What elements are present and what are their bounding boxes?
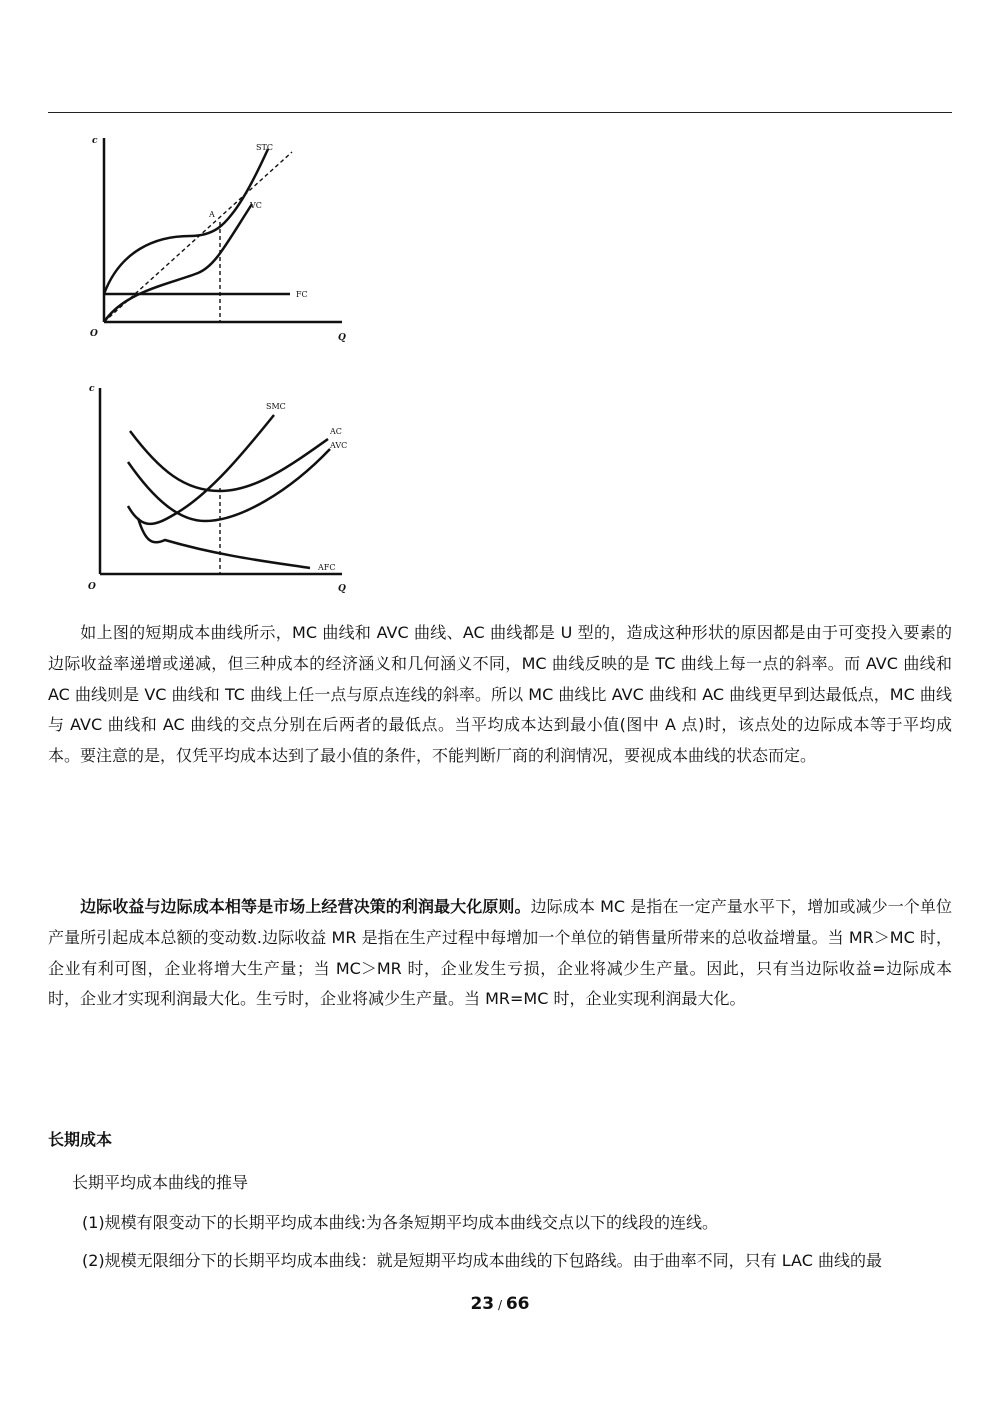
bottom-chart [100, 388, 342, 574]
list-item-1: (1)规模有限变动下的长期平均成本曲线:为各条短期平均成本曲线交点以下的线段的连线。 [82, 1213, 719, 1232]
point-a-label: A [209, 210, 215, 219]
top-origin-label: O [90, 329, 98, 339]
bottom-x-label: Q [338, 584, 346, 594]
smc-label: SMC [266, 402, 286, 411]
top-y-label: c [92, 136, 98, 146]
section-heading: 长期成本 [48, 1130, 113, 1149]
stc-curve [104, 149, 268, 294]
header-rule [48, 112, 952, 113]
subheading: 长期平均成本曲线的推导 [72, 1173, 249, 1192]
afc-curve [138, 518, 310, 568]
page-separator: / [497, 1298, 503, 1312]
page-current: 23 [470, 1294, 495, 1314]
ac-label: AC [330, 427, 342, 436]
paragraph-mr-mc [48, 892, 952, 1015]
list-item-2: (2)规模无限细分下的长期平均成本曲线：就是短期平均成本曲线的下包路线。由于曲率不同，只有 LAC 曲线的最 [82, 1251, 882, 1270]
afc-label: AFC [318, 563, 336, 572]
vc-label: VC [250, 201, 262, 210]
fc-label: FC [296, 290, 308, 299]
page-number [0, 1294, 1000, 1314]
top-x-label: Q [338, 333, 346, 343]
avc-label: AVC [330, 441, 348, 450]
paragraph1-text: 如上图的短期成本曲线所示，MC 曲线和 AVC 曲线、AC 曲线都是 U 型的，造成这种形状的原因都是由于可变投入要素的边际收益率递增或递减，但三种成本的经济涵义和几何涵义不同，MC 曲线反映的是 TC 曲线上每一点的斜率。而 AVC 曲线和 AC 曲线则是 VC 曲线和 TC 曲线上任一点与原点连线的斜率。所以 MC 曲线比 AVC 曲线和 AC 曲线更早到达最低点，MC 曲线与 AVC 曲线和 AC 曲线的交点分别在后两者的最低点。当平均成本达到最小值(图中 A 点)时，该点处的边际成本等于平均成本。要注意的是，仅凭平均成本达到了最小值的条件，不能判断厂商的利润情况，要视成本曲线的状态而定。 [48, 623, 952, 766]
bottom-y-label: c [89, 384, 95, 394]
paragraph-cost-curves [48, 618, 952, 772]
paragraph2-bold-lead: 边际收益与边际成本相等是市场上经营决策的利润最大化原则。 [80, 897, 531, 916]
ac-curve [130, 431, 328, 491]
bottom-origin-label: O [88, 582, 96, 592]
page-total: 66 [505, 1294, 530, 1314]
cost-curves-figure [80, 126, 360, 600]
vc-curve [104, 204, 252, 322]
paragraph2-text: 边际成本 MC 是指在一定产量水平下，增加或减少一个单位产量所引起成本总额的变动数.边际收益 MR 是指在生产过程中每增加一个单位的销售量所带来的总收益增量。当 MR＞MC 时，企业有利可图，企业将增大生产量；当 MC＞MR 时，企业发生亏损，企业将减少生产量。因此，只有当边际收益=边际成本时，企业才实现利润最大化。生亏时，企业将减少生产量。当 MR=MC 时，企业实现利润最大化。 [48, 897, 952, 1009]
stc-label: STC [256, 143, 273, 152]
